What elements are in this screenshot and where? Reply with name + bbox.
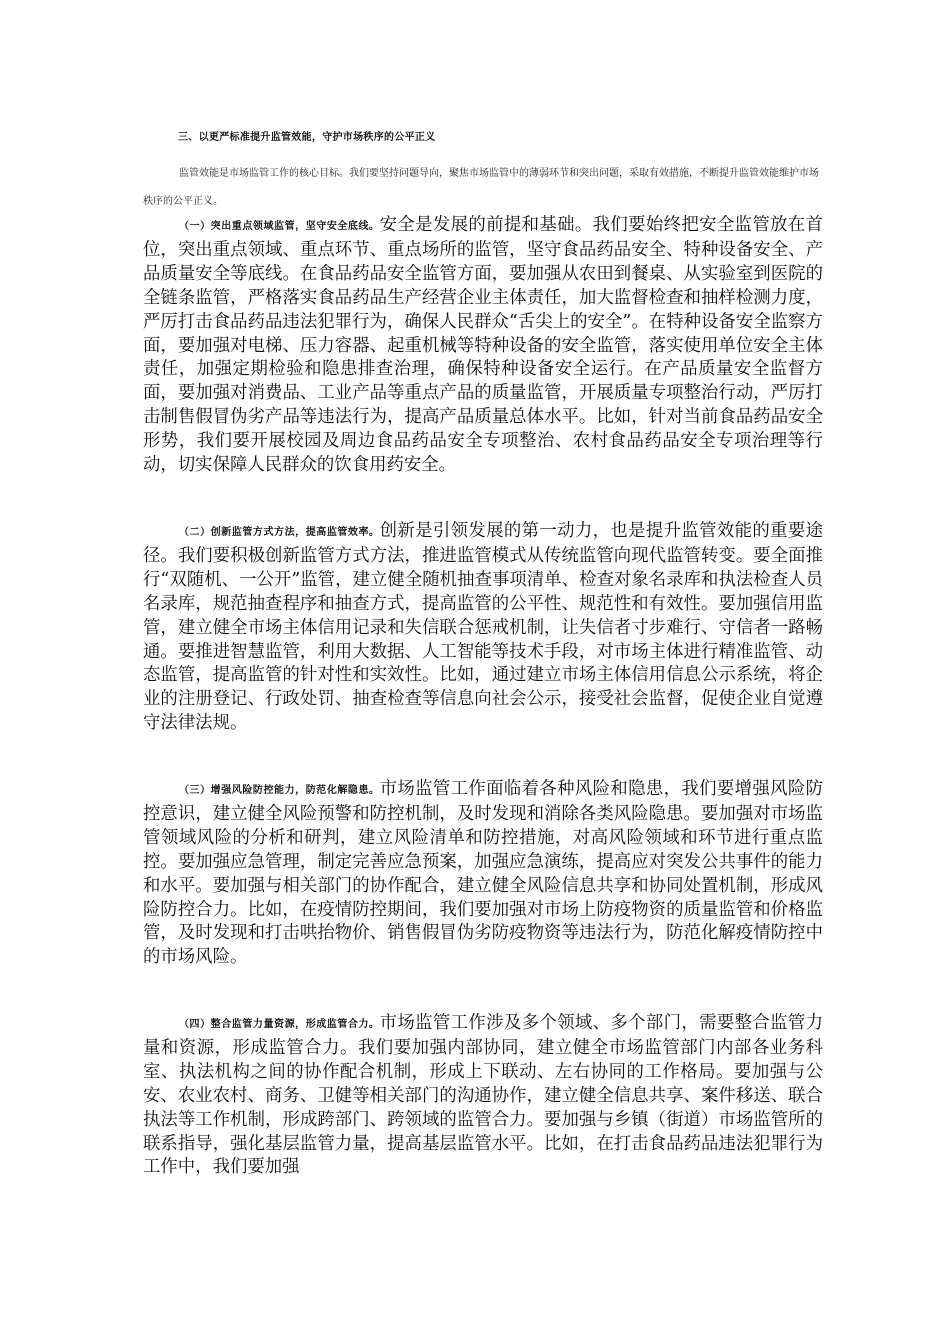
paragraph-1 (143, 214, 823, 478)
intro-paragraph: 监管效能是市场监管工作的核心目标。我们要坚持问题导向，聚焦市场监管中的薄弱环节和突出问题，采取有效措施，不断提升监管效能维护市场秩序的公平正义。 (143, 168, 819, 207)
paragraph-3-body: 市场监管工作面临着各种风险和隐患，我们要增强风险防控意识，建立健全风险预警和防控机制，及时发现和消除各类风险隐患。要加强对市场监管领域风险的分析和研判，建立风险清单和防控措施，对高风险领域和环节进行重点监控。要加强应急管理，制定完善应急预案，加强应急演练，提高应对突发公共事件的能力和水平。要加强与相关部门的协作配合，建立健全风险信息共享和协同处置机制，形成风险防控合力。比如，在疫情防控期间，我们要加强对市场上防疫物资的质量监管和价格监管，及时发现和打击哄抬物价、销售假冒伪劣防疫物资等违法行为，防范化解疫情防控中的市场风险。 (143, 779, 823, 968)
paragraph-4-lead: （四）整合监管力量资源，形成监管合力。 (179, 1019, 380, 1030)
paragraph-1-body: 安全是发展的前提和基础。我们要始终把安全监管放在首位，突出重点领域、重点环节、重点场所的监管，坚守食品药品安全、特种设备安全、产品质量安全等底线。在食品药品安全监管方面，要加强从农田到餐桌、从实验室到医院的全链条监管，严格落实食品药品生产经营企业主体责任，加大监督检查和抽样检测力度，严厉打击食品药品违法犯罪行为，确保人民群众“舌尖上的安全”。在特种设备安全监察方面，要加强对电梯、压力容器、起重机械等特种设备的安全监管，落实使用单位安全主体责任，加强定期检验和隐患排查治理，确保特种设备安全运行。在产品质量安全监督方面，要加强对消费品、工业产品等重点产品的质量监管，开展质量专项整治行动，严厉打击制售假冒伪劣产品等违法行为，提高产品质量总体水平。比如，针对当前食品药品安全形势，我们要开展校园及周边食品药品安全专项整治、农村食品药品安全专项治理等行动，切实保障人民群众的饮食用药安全。 (143, 215, 823, 476)
section-heading: 三、以更严标准提升监管效能，守护市场秩序的公平正义 (178, 132, 436, 143)
paragraph-3 (143, 778, 823, 970)
paragraph-1-lead: （一）突出重点领域监管，坚守安全底线。 (179, 221, 380, 232)
paragraph-3-lead: （三）增强风险防控能力，防范化解隐患。 (179, 785, 380, 796)
paragraph-2 (143, 520, 823, 736)
paragraph-4 (143, 1012, 823, 1180)
paragraph-2-body: 创新是引领发展的第一动力，也是提升监管效能的重要途径。我们要积极创新监管方式方法，推进监管模式从传统监管向现代监管转变。要全面推行“双随机、一公开”监管，建立健全随机抽查事项清单、检查对象名录库和执法检查人员名录库，规范抽查程序和抽查方式，提高监管的公平性、规范性和有效性。要加强信用监管，建立健全市场主体信用记录和失信联合惩戒机制，让失信者寸步难行、守信者一路畅通。要推进智慧监管，利用大数据、人工智能等技术手段，对市场主体进行精准监管、动态监管，提高监管的针对性和实效性。比如，通过建立市场主体信用信息公示系统，将企业的注册登记、行政处罚、抽查检查等信息向社会公示，接受社会监督，促使企业自觉遵守法律法规。 (143, 521, 823, 734)
paragraph-4-body: 市场监管工作涉及多个领域、多个部门，需要整合监管力量和资源，形成监管合力。我们要加强内部协同，建立健全市场监管部门内部各业务科室、执法机构之间的协作配合机制，形成上下联动、左右协同的工作格局。要加强与公安、农业农村、商务、卫健等相关部门的沟通协作，建立健全信息共享、案件移送、联合执法等工作机制，形成跨部门、跨领域的监管合力。要加强与乡镇（街道）市场监管所的联系指导，强化基层监管力量，提高基层监管水平。比如，在打击食品药品违法犯罪行为工作中，我们要加强 (143, 1013, 823, 1178)
paragraph-2-lead: （二）创新监管方式方法，提高监管效率。 (179, 527, 380, 538)
